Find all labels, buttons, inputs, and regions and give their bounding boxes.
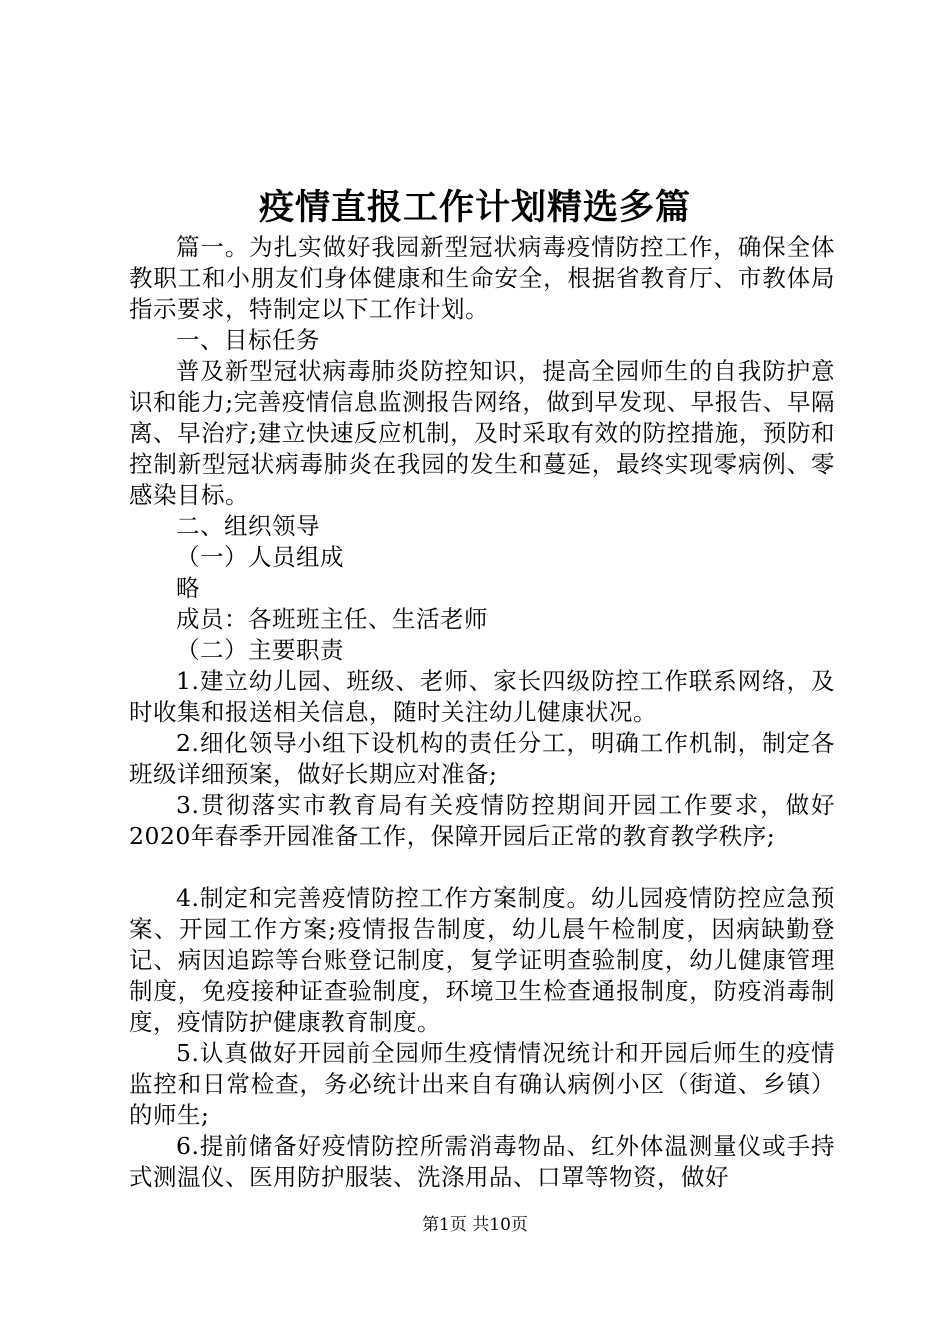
document-title: 疫情直报工作计划精选多篇 <box>258 187 691 228</box>
heading-organization: 二、组织领导 <box>176 512 320 540</box>
duty-item-2: 2.细化领导小组下设机构的责任分工，明确工作机制，制定各班级详细预案，做好长期应对准备; <box>129 729 835 788</box>
document-body <box>129 232 835 1193</box>
subheading-duties: （二）主要职责 <box>176 636 344 664</box>
duty-item-4: 4.制定和完善疫情防控工作方案制度。幼儿园疫情防控应急预案、开园工作方案;疫情报告制度，幼儿晨午检制度，因病缺勤登记、病因追踪等台账登记制度，复学证明查验制度，幼儿健康管理制度，免疫接种证查验制度，环境卫生检查通报制度，防疫消毒制度，疫情防护健康教育制度。 <box>129 884 835 1036</box>
duty-item-5: 5.认真做好开园前全园师生疫情情况统计和开园后师生的疫情监控和日常检查，务必统计出来自有确认病例小区（街道、乡镇）的师生; <box>129 1039 835 1129</box>
paragraph-intro: 篇一。为扎实做好我园新型冠状病毒疫情防控工作，确保全体教职工和小朋友们身体健康和生命安全，根据省教育厅、市教体局指示要求，特制定以下工作计划。 <box>129 233 835 323</box>
paragraph-members: 成员：各班班主任、生活老师 <box>176 605 488 633</box>
paragraph-omitted: 略 <box>176 574 200 602</box>
duty-item-1: 1.建立幼儿园、班级、老师、家长四级防控工作联系网络，及时收集和报送相关信息，随时关注幼儿健康状况。 <box>129 667 835 726</box>
duty-item-3: 3.贯彻落实市教育局有关疫情防控期间开园工作要求，做好2020年春季开园准备工作，保障开园后正常的教育教学秩序; <box>129 791 835 850</box>
subheading-members: （一）人员组成 <box>176 543 344 571</box>
paragraph-spacer <box>129 852 835 883</box>
heading-goals: 一、目标任务 <box>176 326 320 354</box>
paragraph-goals: 普及新型冠状病毒肺炎防控知识，提高全园师生的自我防护意识和能力;完善疫情信息监测报告网络，做到早发现、早报告、早隔离、早治疗;建立快速反应机制，及时采取有效的防控措施，预防和控制新型冠状病毒肺炎在我园的发生和蔓延，最终实现零病例、零感染目标。 <box>129 357 835 509</box>
page-number-footer: 第1页 共10页 <box>422 1215 528 1235</box>
duty-item-6: 6.提前储备好疫情防控所需消毒物品、红外体温测量仪或手持式测温仪、医用防护服装、洗涤用品、口罩等物资，做好 <box>129 1132 835 1191</box>
